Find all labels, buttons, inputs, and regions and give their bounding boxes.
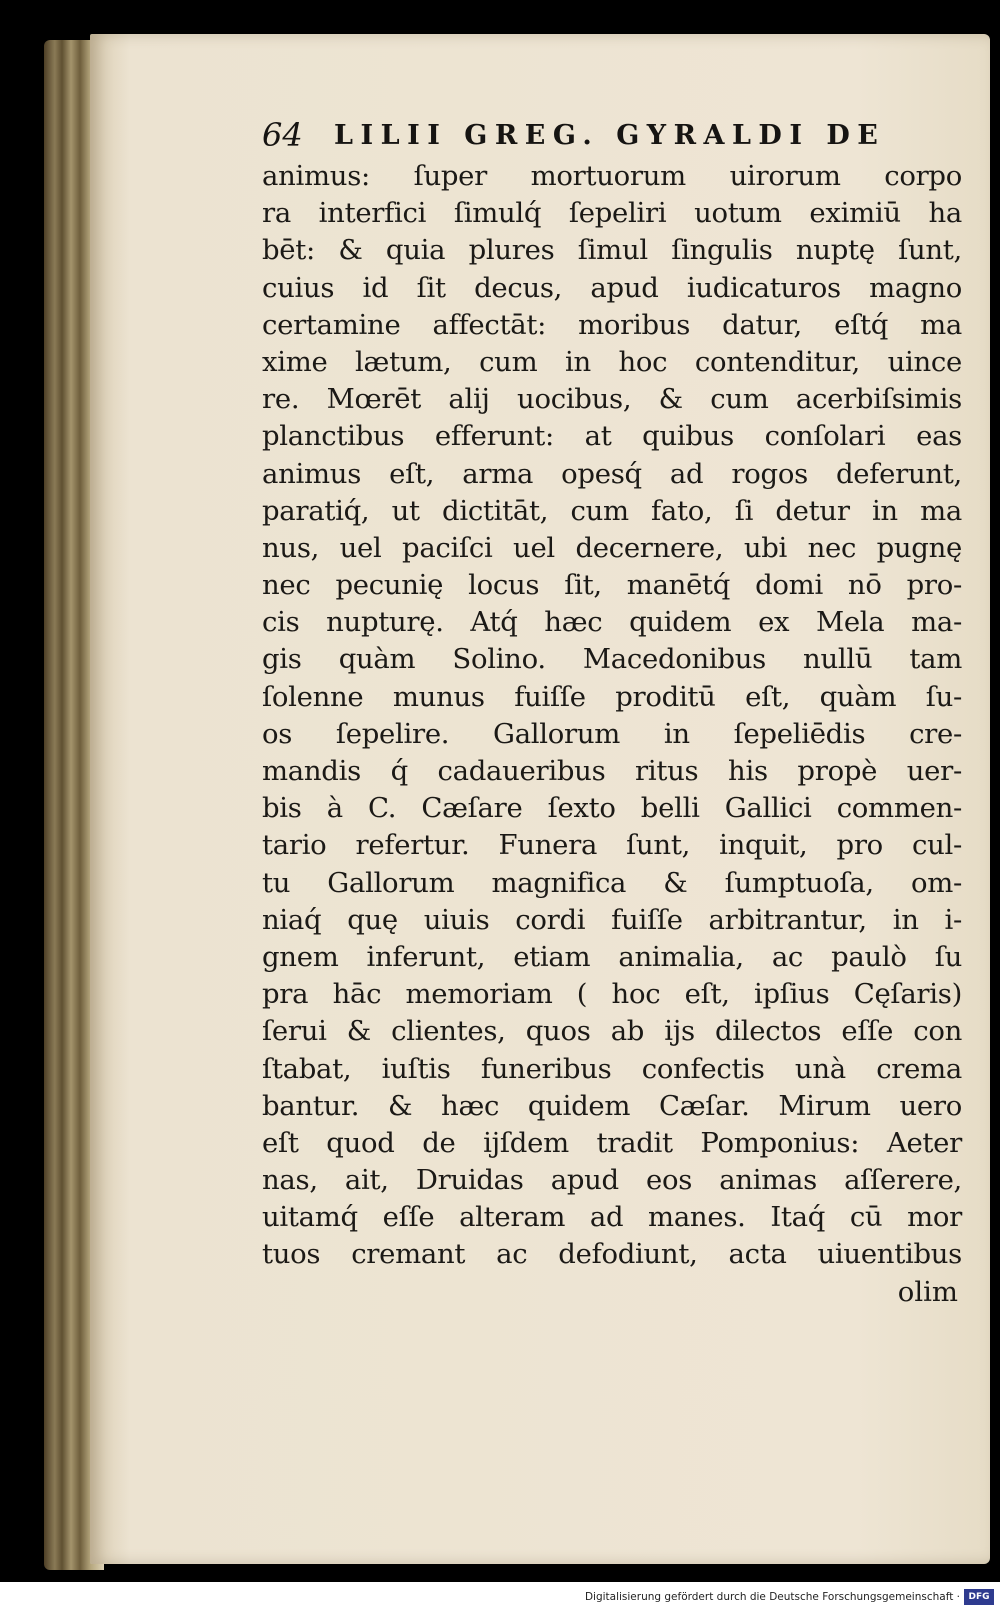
text-line: bantur. & hæc quidem Cæſar. Mirum uero xyxy=(262,1089,962,1122)
text-line: tuos cremant ac defodiunt, acta uiuentibus xyxy=(262,1238,962,1271)
text-line: bis à C. Cæſare ſexto belli Gallici commen- xyxy=(262,792,962,825)
text-line: paratiq́, ut dictitāt, cum fato, ſi detur in ma xyxy=(262,494,962,527)
text-line: gis quàm Solino. Macedonibus nullū tam xyxy=(262,643,962,676)
text-line: bēt: & quia plures ſimul ſingulis nuptę ſunt, xyxy=(262,234,962,267)
footer-credit: Digitalisierung gefördert durch die Deutsche Forschungsgemeinschaft · xyxy=(584,1591,960,1603)
text-line: ra interfici ſimulq́ ſepeliri uotum eximiū ha xyxy=(262,197,962,230)
text-line: ſolenne munus fuiſſe proditū eſt, quàm ſu- xyxy=(262,680,962,713)
text-line: os ſepelire. Gallorum in ſepeliēdis cre- xyxy=(262,717,962,750)
text-line: gnem inferunt, etiam animalia, ac paulò ſu xyxy=(262,940,962,973)
text-line: ſtabat, iuſtis funeribus confectis unà crema xyxy=(262,1052,962,1085)
text-line: niaq́ quę uiuis cordi fuiſſe arbitrantur, in i- xyxy=(262,903,962,936)
text-line: nec pecunię locus ſit, manētq́ domi nō pro- xyxy=(262,569,962,602)
text-line: mandis q́ cadaueribus ritus his propè uer- xyxy=(262,755,962,787)
dfg-logo: DFG xyxy=(964,1589,994,1605)
text-line: planctibus efferunt: at quibus conſolari eas xyxy=(262,420,962,453)
page-header xyxy=(262,112,962,158)
catchword: olim xyxy=(897,1275,958,1308)
body-text xyxy=(262,158,962,1274)
text-line: eſt quod de ijſdem tradit Pomponius: Aeter xyxy=(262,1126,962,1159)
text-block xyxy=(262,112,962,1311)
text-line: animus: ſuper mortuorum uirorum corpo xyxy=(262,160,962,192)
footer-bar xyxy=(0,1582,1000,1615)
text-line: ſerui & clientes, quos ab ijs dilectos eſſe con xyxy=(262,1015,962,1048)
text-line: tu Gallorum magnifica & ſumptuoſa, om- xyxy=(262,866,962,899)
text-line: animus eſt, arma opesq́ ad rogos deferunt, xyxy=(262,457,962,490)
text-line: nus, uel paciſci uel decernere, ubi nec pugnę xyxy=(262,531,962,564)
text-line: uitamq́ eſſe alteram ad manes. Itaq́ cū mor xyxy=(262,1201,962,1234)
text-line: cuius id ſit decus, apud iudicaturos magno xyxy=(262,271,962,304)
text-line: tario refertur. Funera ſunt, inquit, pro cul- xyxy=(262,829,962,862)
text-line: cis nupturę. Atq́ hæc quidem ex Mela ma- xyxy=(262,606,962,639)
running-head: LILII GREG. GYRALDI DE xyxy=(334,120,886,151)
page-number: 64 xyxy=(262,116,303,154)
text-line: pra hāc memoriam ( hoc eſt, ipſius Cęſaris) xyxy=(262,978,962,1011)
text-line: re. Mœrēt alij uocibus, & cum acerbiſsimis xyxy=(262,383,962,416)
text-line: certamine affectāt: moribus datur, eſtq́ ma xyxy=(262,308,962,341)
text-line: nas, ait, Druidas apud eos animas aſſerere, xyxy=(262,1164,962,1197)
text-line: xime lætum, cum in hoc contenditur, uince xyxy=(262,345,962,378)
